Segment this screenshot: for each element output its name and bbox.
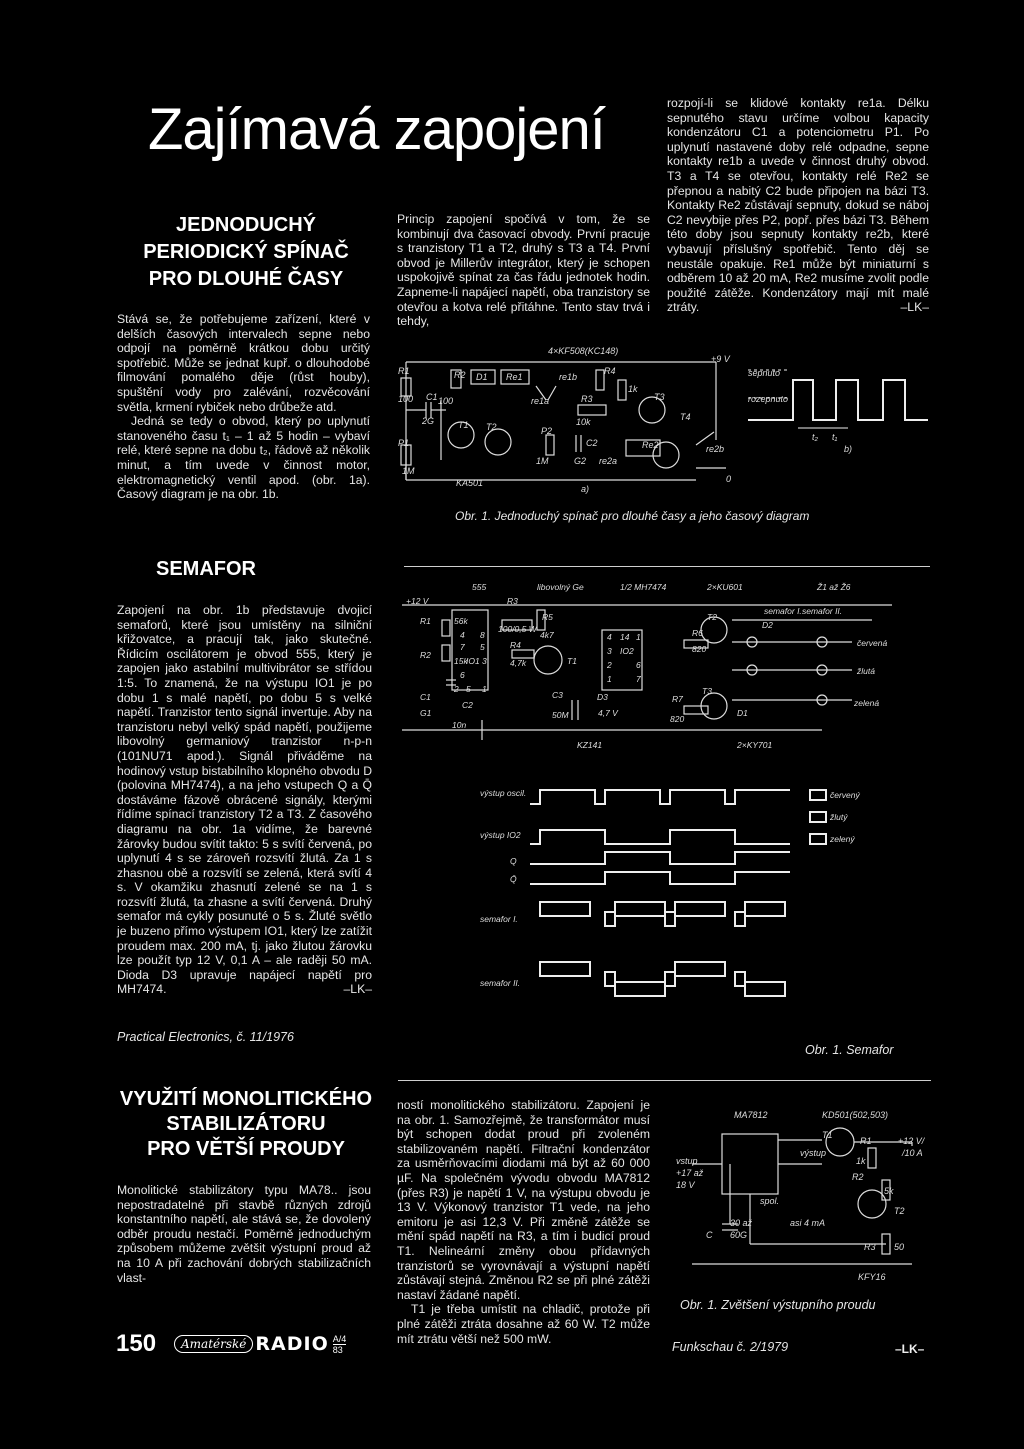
stab-label-0: MA7812 [734,1110,768,1120]
schem1-label-21: P2 [541,426,553,436]
stab-label-1: KD501(502,503) [822,1110,889,1120]
semafor-label-52: 4,7 V [598,708,618,718]
semafor-label-3: 2×KU601 [707,582,743,592]
article1-column3 [667,96,929,315]
semafor-label-58: 2×KY701 [737,740,773,750]
semafor-label-45: C3 [552,690,563,700]
article2-body: Zapojení na obr. 1b představuje dvojicí semaforů, které jsou umístěny na silniční křižovatce, a pracují tak, jako skutečné. Řídicím oscilátorem je obvod 555, který je zapojen jako astabilní multivibrátor se střídou 1:5. To znamená, že na výstupu IO1 je po dobu 1 s malé napětí, po dobu 5 s velké napětí. Tranzistor tento signál invertuje. Aby na tranzistoru nebyl velký spád napětí, použijeme libovolný germaniový tranzistor n-p-n (101NU71 apod.). Signál přiváděme na hodinový vstup bistabilního klopného obvodu D (polovina MH7474), a na jeho vstupech Q a Q̄ dostáváme fázově obrácené signály, kterými řídíme spínací tranzistory T2 a T3. Z časového diagramu na obr. 1a vidíme, že barevné žárovky budou svítit takto: 5 s svítí červená, po uplynutí 4 s se zároveň rozsvítí žlutá. Za 1 s zhasnou obě a rozsvítí se zelená, která svítí 4 s. V okamžiku zhasnutí zelené se na 1 s rozsvítí žlutá, ta zhasne a svítí červená. Druhý semafor má cykly posunuté o 5 s. Žluté světlo je buzeno přímo výstupem IO1, který lze zatížit proudem max. 200 mA, tj. jako žlutou žárovku lze použít typ 12 V, 0,1 A – ale raději 50 mA. Dioda D3 upravuje napájecí napětí pro MH7474. [117,603,372,997]
schem1-label-8: +9 V [711,354,730,364]
semafor-label-47: R7 [672,694,683,704]
periodic-switch-timing-diagram [748,360,948,460]
semafor-label-49: G1 [420,708,432,718]
stab-label-8: +17 až [676,1168,704,1178]
semafor-label-57: KZ141 [577,740,603,750]
stab-label-15: 30 až [730,1218,753,1228]
semafor-label-0: 555 [472,582,487,592]
semafor-label-16: 8 [480,630,485,640]
stab-label-20: 50 [894,1242,905,1252]
schem1-label-33: rozepnuto [748,394,789,404]
magazine-logo-name: RADIO [255,1333,329,1355]
article1-figure-caption: Obr. 1. Jednoduchý spínač pro dlouhé časy a jeho časový diagram [455,509,810,523]
stab-label-18: C [706,1230,713,1240]
semafor-label-18: 4 [607,632,612,642]
semafor-label-53: 820 [670,714,685,724]
magazine-issue [333,1334,347,1355]
schem1-label-32: sepnuto [748,368,781,378]
semafor-label-30: 15k [454,656,468,666]
schem1-label-28: re2a [599,456,618,466]
semafor-label-50: C2 [462,700,473,710]
article3-heading-line1: VYUŽITÍ MONOLITICKÉHO [119,1088,373,1110]
schem1-label-31: 0 [726,474,732,484]
stab-label-4: +12 V/ [898,1136,925,1146]
semafor-label-25: 5 [480,642,485,652]
semafor-label-34: T1 [567,656,577,666]
schem1-label-16: T1 [458,420,469,430]
semafor-label-14: D2 [762,620,773,630]
semafor-label-28: IO2 [620,646,634,656]
semafor-timing-2: Q [510,856,517,866]
schem1-label-0: 4×KF508(KC148) [548,346,619,356]
article2-heading: SEMAFOR [156,558,256,580]
article1-paragraph2: Jedná se tedy o obvod, který po uplynutí stanoveného času t₁ – 1 až 5 hodin – vybaví relé, které sepne na dobu t₂, řádově až několik minut, a tím uvede v činnost motor, elektromagnetický ventil apod. (obr. 1a). Časový diagram je na obr. 1b. [117,414,370,502]
semafor-label-17: 4k7 [540,630,554,640]
schem1-label-19: T4 [680,412,691,422]
stab-label-9: 18 V [676,1180,695,1190]
stab-label-5: /10 A [902,1148,923,1158]
schem1-label-3: D1 [476,372,488,382]
article3-column1: Monolitické stabilizátory typu MA78.. jsou nepostradatelné při stavbě různých zdrojů konstantního napětí, ale stává se, že dovolený odběr proudu nestačí. Poměrně jednoduchým způsobem můžeme zvětšit výstupní proud až na 10 A při zachování dobrých stabilizačních vlast- [117,1183,371,1285]
stab-label-2: T1 [822,1130,833,1140]
article2-text [117,603,372,997]
schem1-label-5: re1b [559,372,578,382]
semafor-timing-3: Q̄ [510,874,517,884]
semafor-label-21: R6 [692,628,703,638]
semafor-label-11: 100/0,5 W [498,624,537,634]
article1-heading-line1: JEDNODUCHÝ [175,214,317,236]
article1-column3-text: rozpojí-li se klidové kontakty re1a. Délku sepnutého stavu určíme volbou kapacity kondenzátoru C1 a potenciometru P1. Po uplynutí nastavené doby relé odpadne, sepne kontakty re1b a uvede v činnost druhý obvod. T3 a T4 se otevřou, kontakty relé Re2 se přepnou a nabitý C2 bude připojen na bázi T3. Kontakty Re2 zůstávají sepnuty, dokud se náboj C2 nevybije přes P2, popř. přes bázi T3. Během této doby jsou sepnuty kontakty re2b, které vybavují příslušný spotřebič. Tento děj se neustále opakuje. Re1 může být miniaturní s odběrem 10 až 20 mA, Re2 musíme zvolit podle použité zátěže. Kondenzátory mají mít malé ztráty. [667,96,929,315]
semafor-label-39: 1 [607,674,612,684]
semafor-timing-8: zelený [830,834,855,844]
semafor-timing-0: výstup oscil. [480,788,527,798]
article3-column2 [397,1098,650,1346]
magazine-logo [174,1331,347,1357]
semafor-label-12: R5 [542,612,553,622]
semafor-label-33: 4,7k [510,658,527,668]
article3-heading-line3: PRO VĚTŠÍ PROUDY [147,1138,345,1160]
semafor-label-22: červená [857,638,888,648]
semafor-label-36: 6 [636,660,641,670]
semafor-label-27: 3 [607,646,612,656]
schem1-label-9: 100 [398,394,414,404]
stab-label-21: KFY16 [858,1272,886,1282]
magazine-logo-script: Amatérské [174,1335,253,1353]
schem1-label-29: KA501 [456,478,484,488]
semafor-label-6: R3 [507,596,518,606]
stab-label-16: 60G [730,1230,748,1240]
schem1-label-30: a) [581,484,590,494]
schem1-label-1: R1 [398,366,410,376]
semafor-label-2: 1/2 MH7474 [620,582,667,592]
semafor-label-8: semafor II. [802,606,843,616]
article3-paragraph1: ností monolitického stabilizátoru. Zapojení je na obr. 1. Samozřejmě, že transformátor musí být schopen dodat proud při zvoleném stabilizovaném napětí. Filtrační kondenzátor za usměrňovacími diodami má být až 60 000 µF. Na společném vývodu obvodu MA7812 (přes R3) je napětí 1 V, na výstupu obvodu je 13 V. Výkonový tranzistor T1 vede, na jeho emitoru je asi 12,3 V. Při změně zátěže se mění spád napětí na R3, a tím i budicí proud T1. Nelineární změny obou přídavných tranzistorů se vyrovnávají a výstupní napětí zůstávají stejná. Změnou R2 se při plné zátěži nastaví žádané napětí. [397,1098,650,1302]
semafor-label-48: T3 [702,686,712,696]
stab-label-14: T2 [894,1206,905,1216]
page-title: Zajímavá zapojení [148,97,605,162]
article1-heading-line3: PRO DLOUHÉ ČASY [148,268,344,290]
article3-figure-caption: Obr. 1. Zvětšení výstupního proudu [680,1298,876,1312]
semafor-schematic [402,580,902,770]
magazine-issue-top: A/4 [332,1333,347,1344]
semafor-label-5: +12 V [406,596,429,606]
article2-source: Practical Electronics, č. 11/1976 [117,1030,294,1044]
semafor-label-40: 7 [636,674,641,684]
stab-label-12: 5k [884,1186,894,1196]
schem1-label-36: b) [844,444,853,454]
page-number: 150 [116,1330,157,1357]
schem1-label-27: G2 [574,456,587,466]
article3-heading-line2: STABILIZÁTORU [166,1113,326,1135]
semafor-label-35: 2 [607,660,612,670]
article3-source: Funkschau č. 2/1979 [672,1340,789,1354]
semafor-label-31: IO1 [466,656,480,666]
schem1-label-22: C2 [586,438,598,448]
semafor-label-23: R2 [420,650,431,660]
semafor-label-41: C1 [420,692,431,702]
schem1-label-4: Re1 [506,372,523,382]
semafor-label-54: D1 [737,708,748,718]
semafor-timing-5: semafor II. [480,978,521,988]
schem1-label-7: 1k [628,384,638,394]
stab-label-10: 1k [856,1156,866,1166]
semafor-label-1: libovolný Ge [537,582,584,592]
schem1-label-10: C1 [426,392,438,402]
article2-figure-caption: Obr. 1. Semafor [805,1043,894,1057]
semafor-label-24: 7 [460,642,465,652]
schem1-label-6: R4 [604,366,616,376]
semafor-label-46: D3 [597,692,608,702]
schem1-label-26: 1M [536,456,549,466]
article1-column1 [117,312,370,502]
schem1-label-35: t₁ [832,432,838,442]
stab-label-19: R3 [864,1242,876,1252]
stabilizer-schematic [672,1104,932,1284]
stab-label-7: vstup [676,1156,698,1166]
schem1-label-18: 10k [576,417,591,427]
semafor-label-13: T2 [707,612,717,622]
semafor-label-10: 56k [454,616,468,626]
stab-label-6: výstup [800,1148,827,1158]
semafor-label-20: 1 [636,632,641,642]
schem1-label-2: R2 [454,370,466,380]
schem1-label-23: Re2 [642,440,659,450]
schem1-label-20: P1 [398,438,410,448]
semafor-label-43: 5 [466,684,471,694]
semafor-label-32: 3 [482,656,487,666]
semafor-label-15: 4 [460,630,465,640]
article1-heading [120,212,372,293]
schem1-label-14: T3 [654,392,665,402]
semafor-label-51: 50M [552,710,569,720]
semafor-label-37: žlutá [857,666,875,676]
schem1-label-25: 1M [402,466,415,476]
stab-label-13: spol. [760,1196,780,1206]
article2-divider [398,1080,931,1081]
semafor-label-38: 6 [460,670,465,680]
schem1-label-15: 2G [422,416,435,426]
schem1-label-13: R3 [581,394,593,404]
article1-heading-line2: PERIODICKÝ SPÍNAČ [143,241,349,263]
semafor-timing-7: žlutý [830,812,848,822]
schem1-label-24: re2b [706,444,725,454]
semafor-label-19: 14 [620,632,630,642]
article3-heading [112,1087,380,1162]
semafor-label-7: semafor I. [764,606,802,616]
semafor-label-56: 10n [452,720,467,730]
semafor-timing-6: červený [830,790,860,800]
periodic-switch-schematic [396,340,746,500]
semafor-timing-diagram [480,782,910,1042]
semafor-label-9: R1 [420,616,431,626]
stab-label-3: R1 [860,1136,872,1146]
article1-paragraph1: Stává se, že potřebujeme zařízení, které v delších časových intervalech sepne nebo odpojí na poměrně krátkou dobu určitý spotřebič. Může se jednat kupř. o dlouhodobé filmování pomalého děje (růst houby), spuštění vody pro zalévání, rozvěcování světla, krmení rybiček nebo drůbeže atd. [117,312,370,414]
article3-signature: –LK– [895,1342,925,1356]
stab-label-17: asi 4 mA [790,1218,826,1228]
semafor-label-55: zelená [854,698,880,708]
schem1-label-17: T2 [486,422,497,432]
article2-signature: –LK– [343,982,372,997]
semafor-label-29: 820 [692,644,707,654]
magazine-issue-bottom: 83 [332,1344,343,1355]
schem1-label-12: re1a [531,396,550,406]
article3-paragraph2: T1 je třeba umístit na chladič, protože při plné zátěži ztráta dosahne až 60 W. T2 může mít ztrátu větší než 500 mW. [397,1302,650,1346]
semafor-label-42: 2 [454,684,459,694]
semafor-timing-4: semafor I. [480,914,518,924]
schem1-label-11: 100 [438,396,454,406]
stab-label-11: R2 [852,1172,864,1182]
article1-column2: Princip zapojení spočívá v tom, že se kombinují dva časovací obvody. První pracuje s tranzistory T1 a T2, druhý s T3 a T4. První obvod je Millerův integrátor, který je schopen uspokojivě spínat za čas řádu jednotek hodin. Zapneme-li napájecí napětí, oba tranzistory se otevřou a kotva relé přitáhne. Tento stav trvá i tehdy, [397,212,650,329]
article1-divider [404,566,930,567]
semafor-label-4: Ž1 až Ž6 [817,582,851,592]
schem1-label-34: t₂ [812,432,818,442]
semafor-label-44: 1 [482,684,487,694]
article1-signature: –LK– [900,300,929,315]
semafor-label-26: R4 [510,640,521,650]
semafor-timing-1: výstup IO2 [480,830,521,840]
